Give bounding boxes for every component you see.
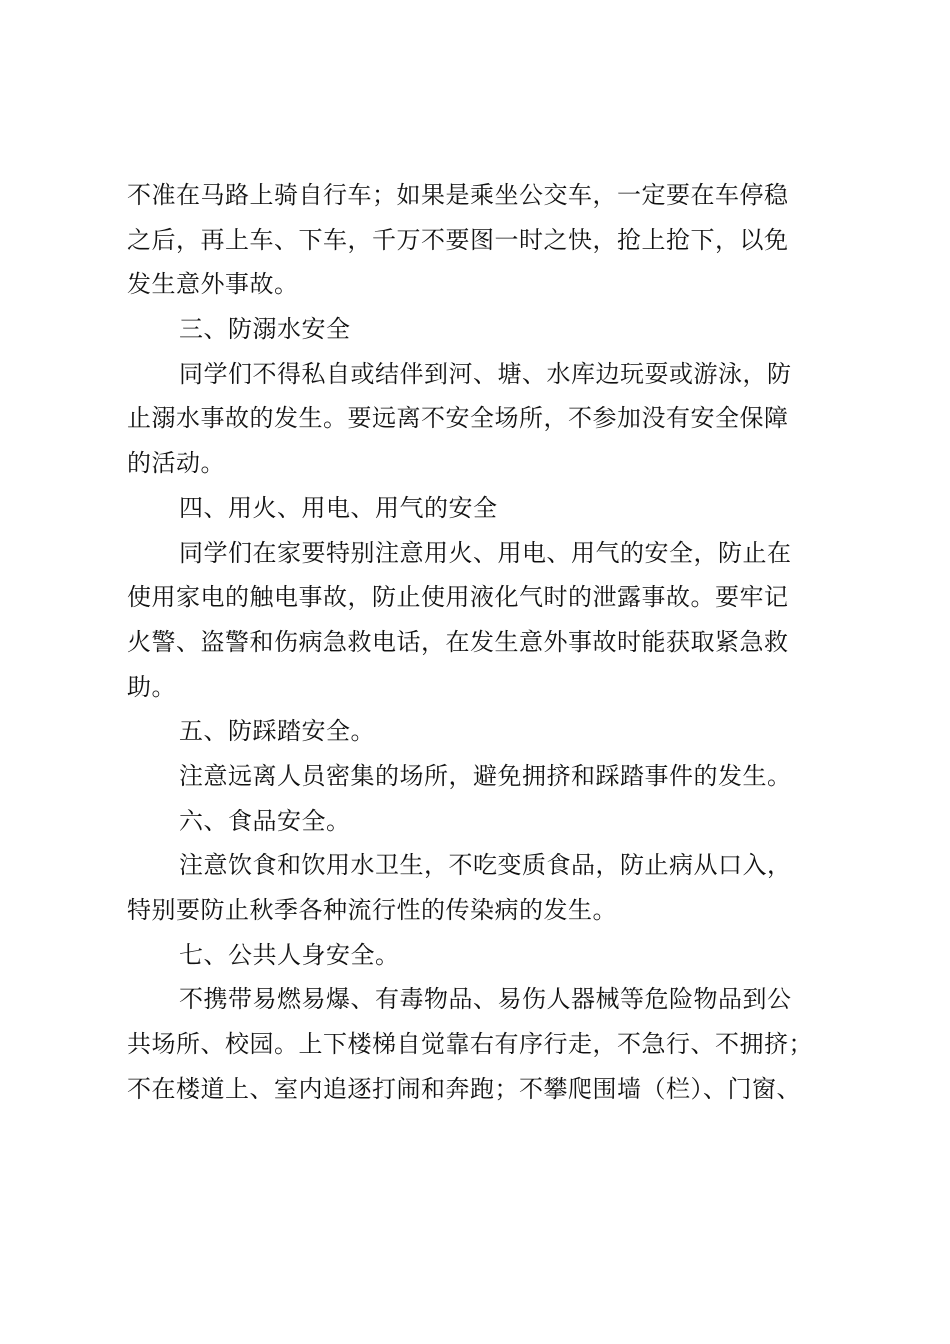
paragraph-line-indented: 四、用火、用电、用气的安全 bbox=[179, 493, 498, 522]
paragraph-line-indented: 注意远离人员密集的场所，避免拥挤和踩踏事件的发生。 bbox=[179, 761, 792, 790]
paragraph-line: 之后，再上车、下车，千万不要图一时之快，抢上抢下，以免 bbox=[127, 225, 789, 254]
paragraph-line: 发生意外事故。 bbox=[127, 270, 299, 299]
paragraph-line-indented: 五、防踩踏安全。 bbox=[179, 717, 375, 746]
paragraph-line-indented: 六、食品安全。 bbox=[179, 806, 351, 835]
paragraph-line-indented: 三、防溺水安全 bbox=[179, 315, 351, 344]
paragraph-line-indented: 同学们不得私自或结伴到河、塘、水库边玩耍或游泳，防 bbox=[179, 359, 792, 388]
paragraph-line-indented: 注意饮食和饮用水卫生，不吃变质食品，防止病从口入， bbox=[179, 851, 792, 880]
paragraph-line: 火警、盗警和伤病急救电话，在发生意外事故时能获取紧急救 bbox=[127, 627, 789, 656]
paragraph-line-indented: 不携带易燃易爆、有毒物品、易伤人器械等危险物品到公 bbox=[179, 985, 792, 1014]
paragraph-line: 不在楼道上、室内追逐打闹和奔跑；不攀爬围墙（栏）、门窗、 bbox=[127, 1074, 801, 1103]
document-body bbox=[127, 173, 847, 1111]
paragraph-line: 助。 bbox=[127, 672, 176, 701]
paragraph-line: 不准在马路上骑自行车；如果是乘坐公交车，一定要在车停稳 bbox=[127, 181, 789, 209]
paragraph-line: 止溺水事故的发生。要远离不安全场所，不参加没有安全保障 bbox=[127, 404, 789, 433]
paragraph-line: 使用家电的触电事故，防止使用液化气时的泄露事故。要牢记 bbox=[127, 583, 789, 612]
paragraph-line-indented: 同学们在家要特别注意用火、用电、用气的安全，防止在 bbox=[179, 538, 792, 567]
paragraph-line: 的活动。 bbox=[127, 449, 225, 478]
paragraph-line: 共场所、校园。上下楼梯自觉靠右有序行走，不急行、不拥挤； bbox=[127, 1030, 813, 1059]
paragraph-line-indented: 七、公共人身安全。 bbox=[179, 940, 400, 969]
paragraph-line: 特别要防止秋季各种流行性的传染病的发生。 bbox=[127, 896, 617, 924]
